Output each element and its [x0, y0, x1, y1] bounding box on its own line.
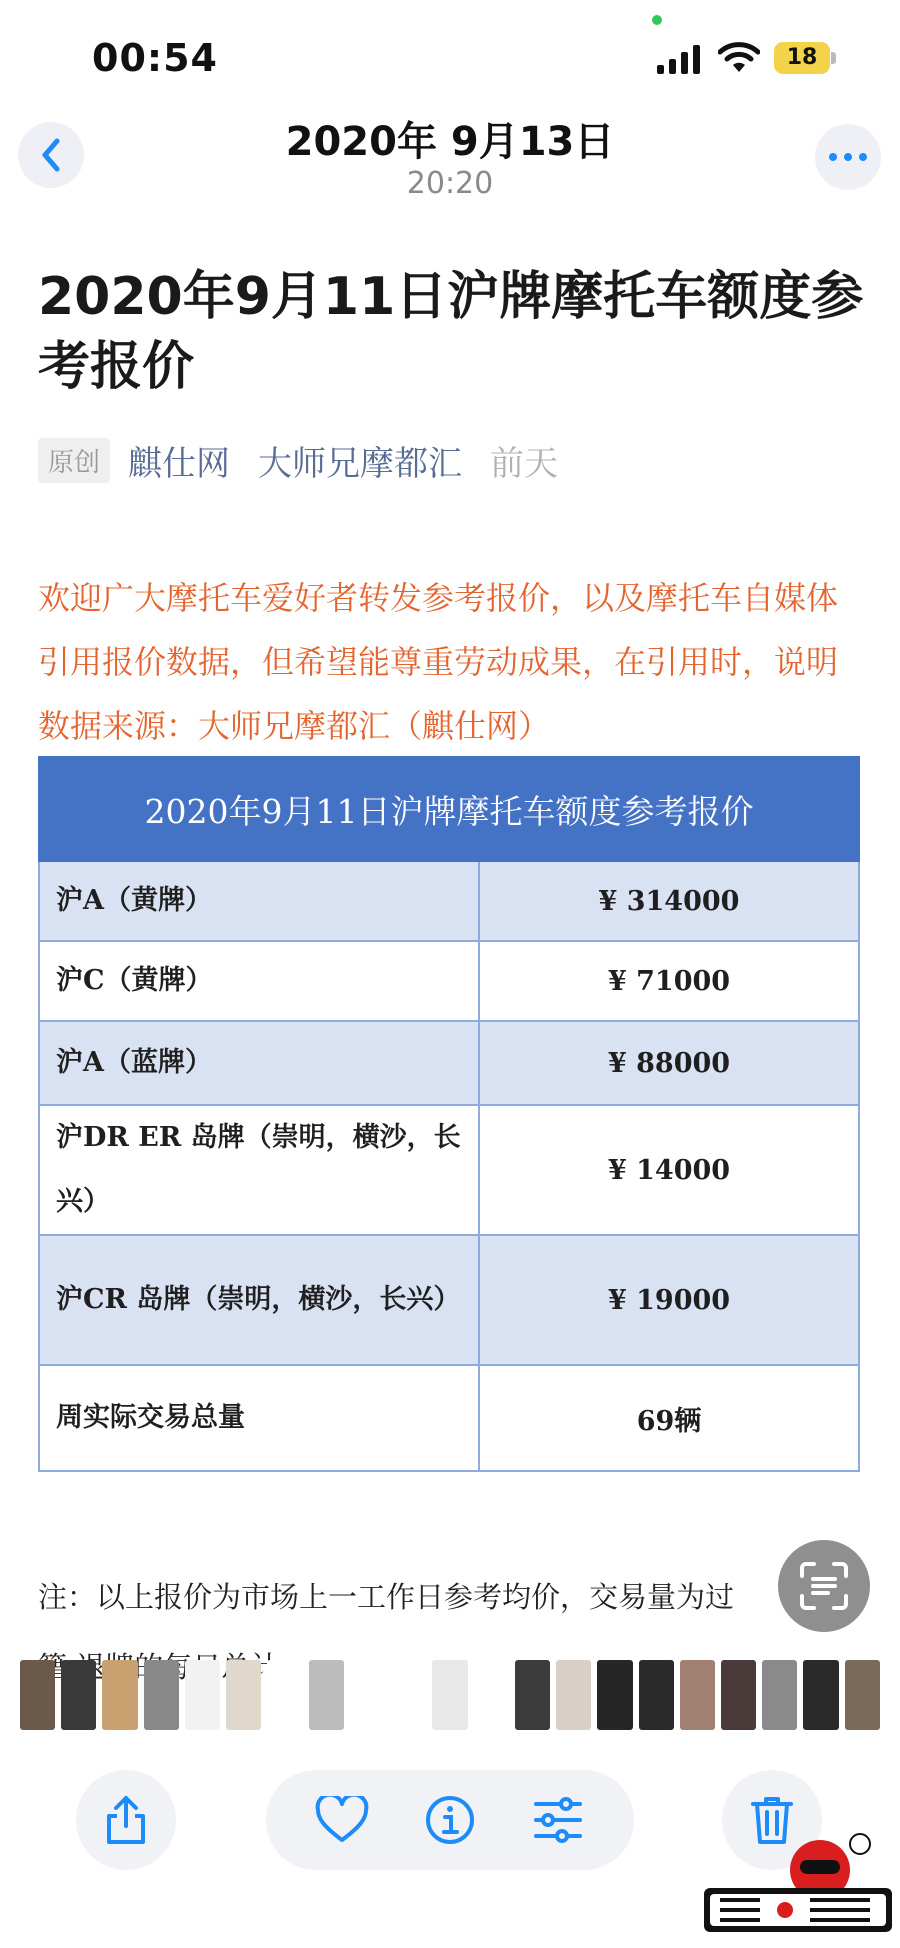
sliders-icon: [532, 1796, 584, 1844]
article-title: 2020年9月11日沪牌摩托车额度参考报价: [38, 267, 864, 397]
cellular-signal-icon: [657, 44, 701, 74]
table-title: 2020年9月11日沪牌摩托车额度参考报价: [39, 757, 859, 861]
table-row: [39, 941, 859, 1021]
photo-thumbnail[interactable]: [721, 1660, 756, 1730]
row-value: ¥ 88000: [479, 1021, 859, 1105]
table-row: [39, 1021, 859, 1105]
source-link[interactable]: 麒仕网: [128, 443, 231, 484]
photo-thumbnail[interactable]: [267, 1660, 302, 1730]
photo-scrubber[interactable]: [20, 1660, 880, 1730]
battery-icon: [774, 42, 836, 74]
row-value: ¥ 314000: [479, 861, 859, 941]
publish-time: 前天: [490, 443, 559, 484]
more-button[interactable]: [815, 124, 881, 190]
privacy-indicator-dot: [652, 15, 662, 25]
photo-thumbnail[interactable]: [762, 1660, 797, 1730]
photo-thumbnail[interactable]: [474, 1660, 509, 1730]
more-icon: [828, 152, 868, 162]
photo-actions: [266, 1770, 634, 1870]
battery-level: 18: [786, 45, 818, 70]
photo-thumbnail[interactable]: [102, 1660, 137, 1730]
share-icon: [103, 1794, 149, 1846]
photo-thumbnail[interactable]: [515, 1660, 550, 1730]
article-meta: [38, 436, 558, 484]
photo-thumbnail[interactable]: [185, 1660, 220, 1730]
photo-thumbnail[interactable]: [639, 1660, 674, 1730]
row-label: 沪CR 岛牌（崇明，横沙，长兴）: [39, 1235, 479, 1365]
live-text-button[interactable]: [778, 1540, 870, 1632]
photo-thumbnail[interactable]: [309, 1660, 344, 1730]
row-label: 沪A（蓝牌）: [39, 1021, 479, 1105]
row-value: ¥ 19000: [479, 1235, 859, 1365]
photo-thumbnail[interactable]: [350, 1660, 385, 1730]
photo-thumbnail[interactable]: [432, 1660, 467, 1730]
favorite-button[interactable]: [312, 1790, 372, 1850]
note-line: 注：以上报价为市场上一工作日参考均价，交易量为过: [38, 1580, 735, 1614]
status-bar: [0, 0, 900, 110]
intro-paragraph: 欢迎广大摩托车爱好者转发参考报价，以及摩托车自媒体引用报价数据，但希望能尊重劳动成果，在引用时，说明数据来源：大师兄摩都汇（麒仕网）: [38, 579, 839, 745]
row-label: 沪C（黄牌）: [39, 941, 479, 1021]
row-label: 周实际交易总量: [39, 1365, 479, 1471]
photo-thumbnail[interactable]: [556, 1660, 591, 1730]
table-row: [39, 861, 859, 941]
row-label: 沪DR ER 岛牌（崇明，横沙，长兴）: [39, 1105, 479, 1235]
wifi-icon: [718, 40, 760, 74]
original-tag: 原创: [38, 438, 110, 483]
photo-time: 20:20: [406, 166, 494, 201]
share-button[interactable]: [76, 1770, 176, 1870]
photo-thumbnail[interactable]: [391, 1660, 426, 1730]
author-link[interactable]: 大师兄摩都汇: [258, 443, 463, 484]
photo-thumbnail[interactable]: [803, 1660, 838, 1730]
photo-thumbnail[interactable]: [597, 1660, 632, 1730]
row-value: ¥ 71000: [479, 941, 859, 1021]
row-value: ¥ 14000: [479, 1105, 859, 1235]
table-row: [39, 1105, 859, 1235]
photo-thumbnail[interactable]: [226, 1660, 261, 1730]
info-button[interactable]: [420, 1790, 480, 1850]
adjust-button[interactable]: [528, 1790, 588, 1850]
photo-thumbnail[interactable]: [845, 1660, 880, 1730]
row-label: 沪A（黄牌）: [39, 861, 479, 941]
info-icon: [424, 1794, 476, 1846]
photo-thumbnail[interactable]: [144, 1660, 179, 1730]
table-row: [39, 1235, 859, 1365]
scan-text-icon: [798, 1560, 850, 1612]
photo-date: 2020年 9月13日: [285, 119, 615, 165]
photo-thumbnail[interactable]: [20, 1660, 55, 1730]
heart-icon: [315, 1796, 369, 1844]
status-time: 00:54: [92, 36, 218, 80]
table-row: [39, 1365, 859, 1471]
price-table: [38, 756, 860, 1472]
photo-thumbnail[interactable]: [680, 1660, 715, 1730]
photo-thumbnail[interactable]: [61, 1660, 96, 1730]
row-value: 69辆: [479, 1365, 859, 1471]
watermark-logo: [700, 1830, 896, 1942]
